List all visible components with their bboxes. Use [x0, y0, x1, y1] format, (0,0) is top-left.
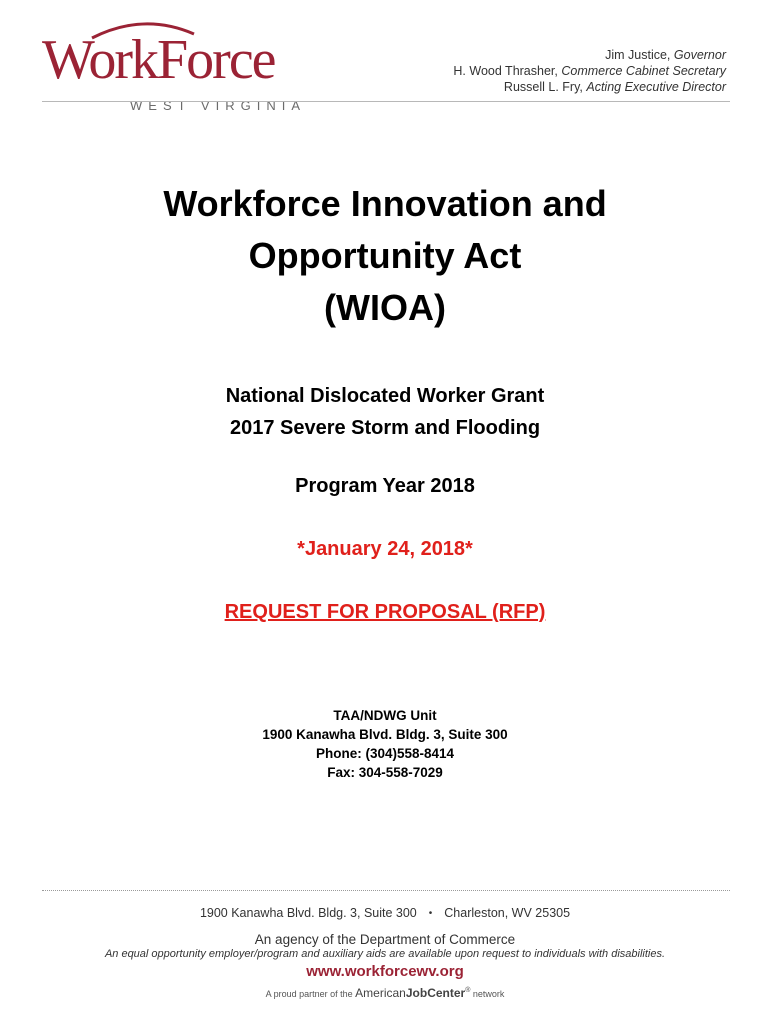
agency-line: An agency of the Department of Commerce	[254, 932, 516, 947]
american-job-center-logo: AmericanJobCenter®	[355, 986, 471, 1000]
document-title	[0, 178, 770, 334]
logo-wordmark: WorkForce	[42, 29, 275, 91]
subtitle-line: National Dislocated Worker Grant	[225, 385, 545, 407]
header-divider	[42, 101, 730, 102]
contact-block	[0, 706, 770, 782]
rfp-heading: REQUEST FOR PROPOSAL (RFP)	[224, 601, 546, 623]
program-year: Program Year 2018	[295, 475, 475, 497]
bullet-icon: •	[428, 908, 433, 919]
official-secretary: H. Wood Thrasher, Commerce Cabinet Secretary	[453, 64, 726, 78]
title-line: Opportunity Act	[248, 235, 522, 276]
title-line: (WIOA)	[324, 287, 446, 328]
official-governor: Jim Justice, Governor	[605, 48, 726, 62]
subtitle-line: 2017 Severe Storm and Flooding	[229, 417, 541, 439]
workforce-wv-logo	[42, 18, 306, 113]
officials-list	[453, 47, 726, 95]
partner-prefix: A proud partner of the	[265, 989, 353, 999]
contact-fax: Fax: 304-558-7029	[327, 765, 443, 780]
website-link[interactable]: www.workforcewv.org	[306, 963, 464, 980]
equal-opportunity-statement: An equal opportunity employer/program and auxiliary aids are available upon request to individuals with disabilities.	[104, 948, 666, 960]
document-subtitle	[0, 380, 770, 444]
footer-city: Charleston, WV 25305	[444, 906, 571, 920]
footer-divider	[42, 890, 730, 891]
partner-line	[0, 986, 770, 1000]
contact-phone: Phone: (304)558-8414	[315, 746, 455, 761]
footer-address	[0, 906, 770, 920]
footer-street: 1900 Kanawha Blvd. Bldg. 3, Suite 300	[199, 906, 417, 920]
contact-address: 1900 Kanawha Blvd. Bldg. 3, Suite 300	[262, 727, 508, 742]
official-director: Russell L. Fry, Acting Executive Director	[503, 80, 726, 94]
logo-subtitle: WEST VIRGINIA	[130, 98, 306, 113]
partner-suffix: network	[472, 989, 505, 999]
document-date: *January 24, 2018*	[297, 538, 473, 560]
title-line: Workforce Innovation and	[163, 183, 607, 224]
contact-unit: TAA/NDWG Unit	[333, 708, 437, 723]
